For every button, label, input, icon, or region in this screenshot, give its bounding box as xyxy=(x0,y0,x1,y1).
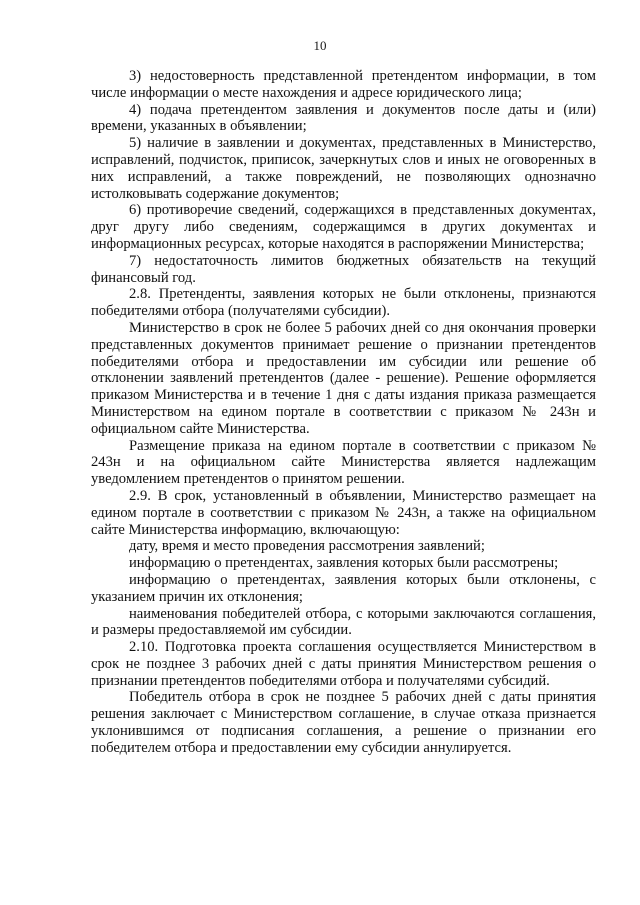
list-item-rejected: информацию о претендентах, заявления которых были отклонены, с указанием причин их отклонения; xyxy=(91,571,596,605)
list-item-reviewed: информацию о претендентах, заявления которых были рассмотрены; xyxy=(129,555,559,572)
paragraph-3: 3) недостоверность представленной претендентом информации, в том числе информации о месте нахождения и адресе юридического лица; xyxy=(91,68,596,101)
paragraph-6: 6) противоречие сведений, содержащихся в представленных документах, друг другу либо сведениям, содержащимся в других документах и информационных ресурсах, которые находятся в распоряжении Министерства; xyxy=(91,202,596,252)
paragraph-publication: Размещение приказа на едином портале в соответствии с приказом № 243н и на официальном сайте Министерства является надлежащим уведомлением претендентов о принятом решении. xyxy=(91,437,596,488)
paragraph-decision: Министерство в срок не более 5 рабочих дней со дня окончания проверки представленных документов принимает решение о признании претендентов победителями отбора и предоставлении им субсидии или решение об отклонении заявлений претендентов (далее - решение). Решение оформляется приказом Министерства и в течение 1 дня с даты издания приказа размещается Министерством на едином портале в соответствии с приказом № 243н и официальном сайте Министерства. xyxy=(91,319,596,437)
paragraph-2-8: 2.8. Претенденты, заявления которых не были отклонены, признаются победителями отбора (получателями субсидии). xyxy=(91,286,596,320)
paragraph-2-9: 2.9. В срок, установленный в объявлении, Министерство размещает на едином портале в соответствии с приказом № 243н, а также на официальном сайте Министерства информацию, включающую: xyxy=(91,487,596,538)
paragraph-2-10: 2.10. Подготовка проекта соглашения осуществляется Министерством в срок не позднее 3 рабочих дней с даты принятия Министерством решения о признании претендентов победителями отбора и получателями субсидий. xyxy=(91,639,596,689)
page-number: 10 xyxy=(313,38,327,53)
document-body xyxy=(91,68,596,757)
paragraph-7: 7) недостаточность лимитов бюджетных обязательств на текущий финансовый год. xyxy=(91,252,596,286)
paragraph-4: 4) подача претендентом заявления и документов после даты и (или) времени, указанных в объявлении; xyxy=(91,101,596,135)
list-item-date: дату, время и место проведения рассмотрения заявлений; xyxy=(129,538,485,555)
paragraph-5: 5) наличие в заявлении и документах, представленных в Министерство, исправлений, подчисток, приписок, зачеркнутых слов и иных не оговоренных в них исправлений, а также повреждений, не позволяющих однозначно истолковывать содержание документов; xyxy=(91,135,596,202)
list-item-winners: наименования победителей отбора, с которыми заключаются соглашения, и размеры предоставляемой им субсидии. xyxy=(91,605,596,639)
paragraph-winner: Победитель отбора в срок не позднее 5 рабочих дней с даты принятия решения заключает с Министерством соглашение, в случае отказа признается уклонившимся от подписания соглашения, а решение о признании его победителем отбора и предоставлении ему субсидии аннулируется. xyxy=(91,689,596,756)
